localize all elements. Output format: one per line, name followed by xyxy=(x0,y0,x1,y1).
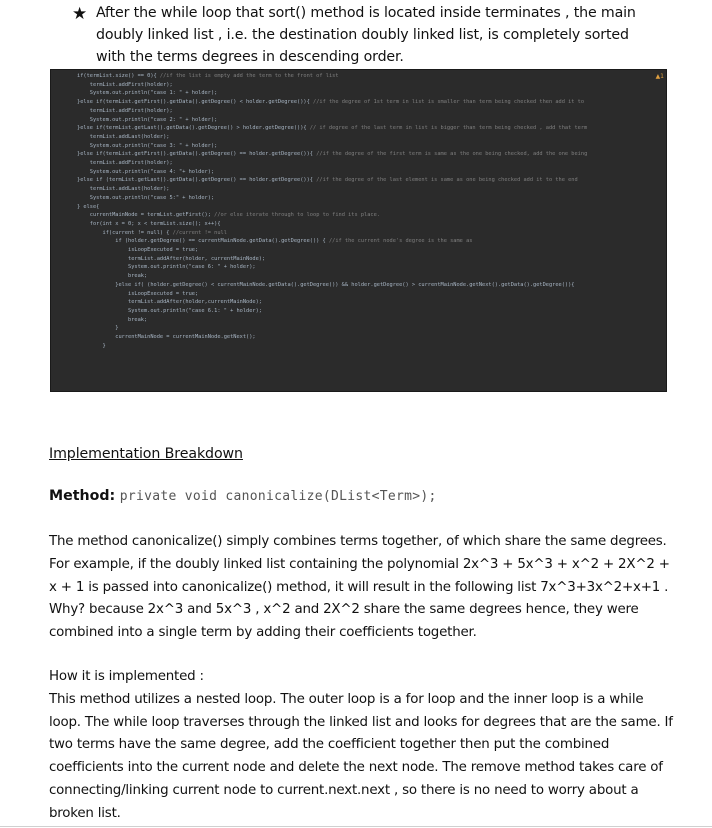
star-icon: ★ xyxy=(72,4,88,24)
implementation-section xyxy=(49,666,679,826)
code-line: if (holder.getDegree() == currentMainNode.getData().getDegree()) { //if the current node's degree is the same as xyxy=(77,238,473,245)
code-line: } xyxy=(77,325,119,332)
code-line: }else if (termList.getLast().getData().getDegree() == holder.getDegree()){ //if the degree of the last element is same as one being checked add it to the end xyxy=(77,177,578,184)
method-label: Method: xyxy=(49,488,116,504)
code-line: System.out.println("case 2: " + holder); xyxy=(77,116,218,123)
code-line: System.out.println("case 4: "+ holder); xyxy=(77,168,215,175)
code-line: termList.addFirst(holder); xyxy=(77,107,173,114)
code-line: if(current != null) { //current != null xyxy=(77,229,227,236)
code-line: }else if( (holder.getDegree() < currentMainNode.getData().getDegree()) && holder.getDegree() > currentMainNode.getNext().getData().getDegree()){ xyxy=(77,281,575,288)
code-line: termList.addLast(holder); xyxy=(77,186,170,193)
code-line: if(termList.size() == 0){ //if the list is empty add the term to the front of list xyxy=(77,73,339,79)
code-line: termList.addAfter(holder,currentMainNode); xyxy=(77,299,262,306)
page-divider xyxy=(0,826,712,827)
code-line: System.out.println("case 6.1: " + holder); xyxy=(77,307,262,314)
code-line: isLoopExecuted = true; xyxy=(77,290,199,297)
code-line: System.out.println("case 5:" + holder); xyxy=(77,194,215,201)
code-line: System.out.println("case 1: " + holder); xyxy=(77,90,218,97)
code-line: break; xyxy=(77,273,148,280)
code-line: System.out.println("case 6: " + holder); xyxy=(77,264,256,271)
paragraph-canonicalize: The method canonicalize() simply combines terms together, of which share the same degrees. For example, if the doubly linked list containing the polynomial 2x^3 + 5x^3 + x^2 + 2X^2 + x + 1 is passed into canonicalize() method, it will result in the following list 7x^3+3x^2+x+1 . Why? because 2x^3 and 5x^3 , x^2 and 2X^2 share the same degrees hence, they were combined into a single term by adding their coefficients together. xyxy=(49,534,670,641)
code-lines xyxy=(77,72,658,351)
warning-badge: ▲1 xyxy=(655,73,664,80)
code-line: termList.addFirst(holder); xyxy=(77,160,173,167)
implementation-paragraph: This method utilizes a nested loop. The outer loop is a for loop and the inner loop is a while loop. The while loop traverses through the linked list and looks for degrees that are the same. If two terms have the same degree, add the coefficient together then put the combined coefficients into the current node and delete the next node. The remove method takes care of connecting/linking current node to current.next.next , so there is no need to worry about a broken list. xyxy=(49,691,673,821)
code-line: }else if(termList.getFirst().getData().getDegree() == holder.getDegree()){ //if the degree of the first term is same as the one being checked, add the one being xyxy=(77,151,588,158)
code-line: break; xyxy=(77,316,148,323)
code-line: currentMainNode = termList.getFirst(); //or else iterate through to loop to find its place. xyxy=(77,212,380,219)
method-line xyxy=(49,488,437,504)
code-line: termList.addAfter(holder, currentMainNode); xyxy=(77,255,266,262)
code-line: for(int x = 0; x < termList.size(); x++){ xyxy=(77,220,221,227)
code-line: }else if(termList.getLast().getData().getDegree() > holder.getDegree()){ // if degree of the last term in list is bigger than term being checked , add that term xyxy=(77,125,588,132)
code-line: System.out.println("case 3: " + holder); xyxy=(77,142,218,149)
section-heading: Implementation Breakdown xyxy=(49,446,243,462)
code-line: } else{ xyxy=(77,203,100,210)
bullet-text: After the while loop that sort() method is located inside terminates , the main doubly linked list , i.e. the destination doubly linked list, is completely sorted with the terms degrees in descending order. xyxy=(96,5,636,66)
code-screenshot xyxy=(50,69,667,392)
code-line: } xyxy=(77,342,106,349)
code-line: termList.addFirst(holder); xyxy=(77,81,173,88)
code-line: currentMainNode = currentMainNode.getNext(); xyxy=(77,334,256,341)
how-implemented-label: How it is implemented : xyxy=(49,669,204,684)
code-line: }else if(termList.getFirst().getData().getDegree() < holder.getDegree()){ //if the degree of 1st term in list is smaller than term being checked then add it to xyxy=(77,99,585,106)
code-line: isLoopExecuted = true; xyxy=(77,247,199,254)
code-line: termList.addLast(holder); xyxy=(77,133,170,140)
method-signature: private void canonicalize(DList<Term>); xyxy=(119,489,437,504)
